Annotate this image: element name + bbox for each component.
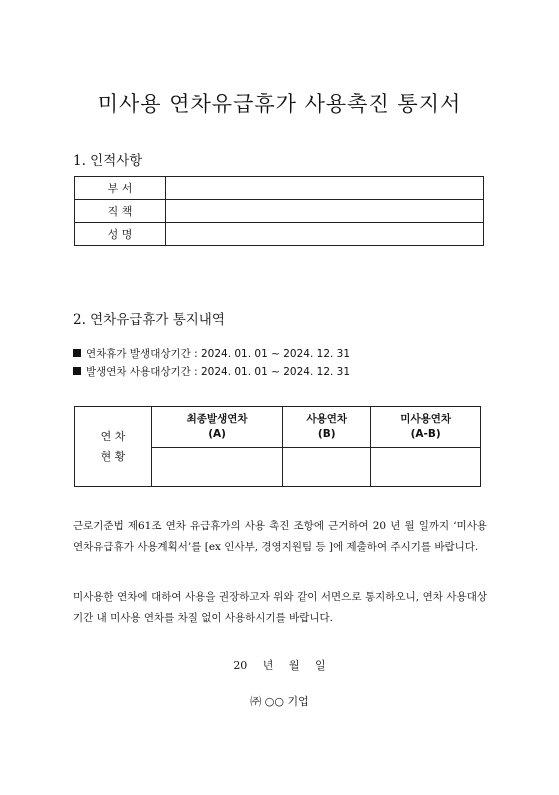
unused-leave-value[interactable]	[371, 448, 481, 487]
bullet-text: 발생연차 사용대상기간 : 2024. 01. 01 ~ 2024. 12. 31	[86, 366, 351, 378]
used-leave-value[interactable]	[283, 448, 371, 487]
square-bullet-icon	[73, 349, 81, 357]
header-line: 최종발생연차	[186, 413, 248, 425]
department-value[interactable]	[166, 177, 484, 200]
document-title: 미사용 연차유급휴가 사용촉진 통지서	[97, 92, 462, 116]
section-1-heading: 1. 인적사항	[73, 153, 143, 169]
company-signature: ㈜ ○○ 기업	[250, 695, 309, 708]
position-value[interactable]	[166, 200, 484, 223]
header-line: 사용연차	[306, 413, 348, 425]
date-line: 20 년 월 일	[233, 659, 326, 672]
table-row	[75, 177, 484, 200]
personal-info-table	[74, 176, 484, 246]
bullet-text: 연차휴가 발생대상기간 : 2024. 01. 01 ~ 2024. 12. 31	[86, 348, 351, 360]
name-value[interactable]	[166, 223, 484, 246]
total-leave-value[interactable]	[152, 448, 283, 487]
side-label-line-1: 연 차	[100, 429, 126, 443]
section-2-heading: 2. 연차유급휴가 통지내역	[73, 312, 225, 328]
annual-leave-table	[74, 406, 481, 487]
bullet-item	[73, 364, 350, 379]
column-header-unused	[371, 407, 481, 448]
notice-paragraph-1: 근로기준법 제61조 연차 유급휴가의 사용 촉진 조항에 근거하여 20 년 월 일까지 ‘미사용 연차유급휴가 사용계획서’를 [ex 인사부, 경영지원팀 등 ]에 제출하여 주시기를 바랍니다.	[73, 520, 487, 553]
annual-leave-status-label	[75, 407, 152, 487]
bullet-item	[73, 346, 350, 361]
column-header-total	[152, 407, 283, 448]
header-line: (B)	[317, 428, 336, 440]
name-label: 성 명	[75, 223, 166, 246]
header-line: (A)	[208, 428, 226, 440]
table-row	[75, 223, 484, 246]
notice-paragraph-2: 미사용한 연차에 대하여 사용을 권장하고자 위와 같이 서면으로 통지하오니, 연차 사용대상 기간 내 미사용 연차를 차질 없이 사용하시기를 바랍니다.	[73, 591, 487, 624]
table-row	[75, 407, 481, 448]
header-line: 미사용연차	[400, 413, 452, 425]
department-label: 부 서	[75, 177, 166, 200]
square-bullet-icon	[73, 367, 81, 375]
column-header-used	[283, 407, 371, 448]
table-row	[75, 200, 484, 223]
side-label-line-2: 현 황	[100, 449, 126, 463]
header-line: (A-B)	[410, 428, 441, 440]
position-label: 직 책	[75, 200, 166, 223]
